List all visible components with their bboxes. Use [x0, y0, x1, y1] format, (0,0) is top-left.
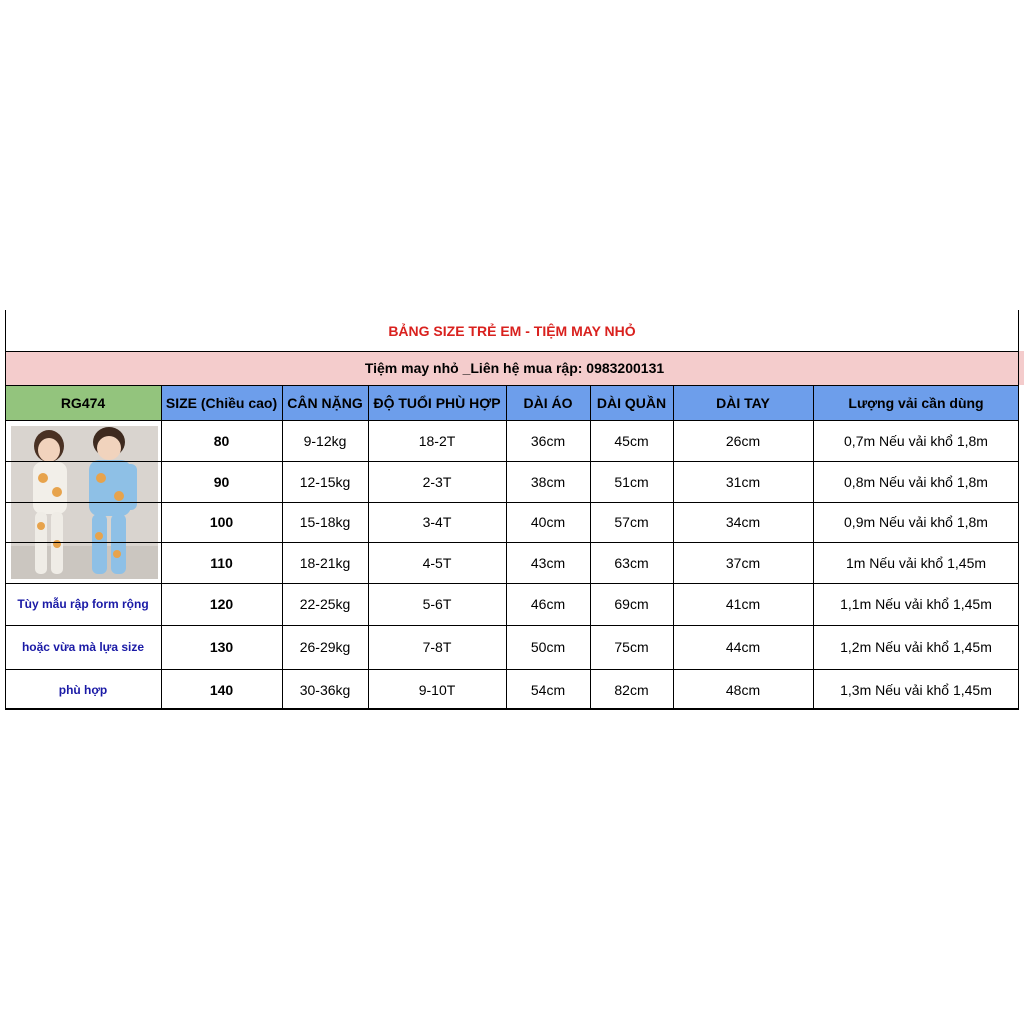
cell-age: 5-6T: [422, 596, 452, 612]
col-border: [368, 385, 369, 710]
contact-row: [5, 351, 1024, 385]
cell-pants: 75cm: [614, 639, 649, 655]
row-border: [5, 461, 1019, 462]
col-border: [1018, 310, 1019, 710]
cell-size: 80: [213, 432, 230, 449]
header-weight: CÂN NẶNG: [282, 385, 368, 420]
cell-pants: 69cm: [614, 596, 649, 612]
cell-sleeve: 37cm: [725, 554, 761, 571]
cell-shirt: 50cm: [530, 639, 566, 655]
cell-shirt: 36cm: [530, 432, 566, 449]
row-border: [5, 502, 1019, 503]
cell-weight: 9-12kg: [303, 432, 347, 449]
cell-weight: 30-36kg: [299, 681, 351, 698]
pattern-code: RG474: [60, 394, 106, 411]
cell-age: 9-10T: [418, 681, 456, 698]
cell-weight: 26-29kg: [299, 639, 351, 655]
col-border: [161, 385, 162, 710]
cell-shirt: 46cm: [530, 596, 566, 612]
row-border: [5, 625, 1019, 626]
cell-age: 7-8T: [422, 639, 452, 655]
cell-shirt: 43cm: [530, 554, 566, 571]
note-line-1: Tùy mẫu rập form rộng: [17, 597, 149, 611]
code-header: [5, 385, 161, 420]
cell-sleeve: 34cm: [725, 514, 761, 530]
cell-size: 90: [213, 473, 230, 490]
cell-fabric: 1,2m Nếu vải khổ 1,45m: [840, 639, 992, 655]
cell-shirt: 40cm: [530, 514, 566, 530]
cell-pants: 51cm: [614, 473, 649, 490]
row-border: [5, 385, 1019, 386]
cell-shirt: 38cm: [530, 473, 566, 490]
cell-shirt: 54cm: [530, 681, 566, 698]
note-line-2: hoặc vừa mà lựa size: [21, 640, 145, 654]
cell-size: 140: [209, 681, 234, 698]
cell-sleeve: 31cm: [725, 473, 761, 490]
col-border: [282, 385, 283, 710]
col-border: [5, 310, 6, 710]
note-line-3: phù hợp: [58, 682, 108, 697]
header-sleeve-length: DÀI TAY: [673, 385, 813, 420]
cell-fabric: 0,7m Nếu vải khổ 1,8m: [844, 432, 988, 449]
col-border: [506, 385, 507, 710]
cell-sleeve: 41cm: [725, 596, 761, 612]
cell-age: 18-2T: [418, 432, 456, 449]
header-size: SIZE (Chiều cao): [161, 385, 282, 420]
row-border: [5, 583, 1019, 584]
header-shirt-length: DÀI ÁO: [506, 385, 590, 420]
cell-weight: 18-21kg: [299, 554, 351, 571]
cell-weight: 15-18kg: [299, 514, 351, 530]
cell-age: 3-4T: [422, 514, 452, 530]
cell-weight: 22-25kg: [299, 596, 351, 612]
header-pants-length: DÀI QUẦN: [590, 385, 673, 420]
cell-fabric: 0,9m Nếu vải khổ 1,8m: [844, 514, 988, 530]
cell-age: 2-3T: [422, 473, 452, 490]
row-border: [5, 669, 1019, 670]
contact-text: Tiệm may nhỏ _Liên hệ mua rập: 0983200131: [364, 360, 665, 376]
header-age: ĐỘ TUỔI PHÙ HỢP: [368, 385, 506, 420]
cell-size: 100: [209, 514, 234, 530]
cell-pants: 63cm: [614, 554, 649, 571]
row-border: [5, 420, 1019, 421]
size-chart-sheet: [5, 310, 1024, 710]
cell-fabric: 1,1m Nếu vải khổ 1,45m: [840, 596, 992, 612]
col-border: [673, 385, 674, 710]
col-border: [813, 385, 814, 710]
cell-fabric: 1m Nếu vải khổ 1,45m: [845, 554, 987, 571]
row-border: [5, 351, 1019, 352]
cell-fabric: 1,3m Nếu vải khổ 1,45m: [840, 681, 992, 698]
cell-size: 120: [209, 596, 234, 612]
cell-size: 110: [210, 554, 233, 571]
cell-pants: 82cm: [614, 681, 649, 698]
header-fabric: Lượng vải cần dùng: [813, 385, 1019, 420]
cell-sleeve: 48cm: [725, 681, 761, 698]
row-border: [5, 542, 1019, 543]
cell-fabric: 0,8m Nếu vải khổ 1,8m: [844, 473, 988, 490]
cell-age: 4-5T: [422, 554, 452, 571]
col-border: [590, 385, 591, 710]
cell-size: 130: [209, 639, 234, 655]
cell-sleeve: 44cm: [725, 639, 761, 655]
cell-pants: 45cm: [614, 432, 649, 449]
cell-sleeve: 26cm: [725, 432, 761, 449]
cell-weight: 12-15kg: [299, 473, 351, 490]
row-border: [5, 708, 1019, 710]
cell-pants: 57cm: [614, 514, 649, 530]
sheet-title: BẢNG SIZE TRẺ EM - TIỆM MAY NHỎ: [388, 322, 636, 339]
